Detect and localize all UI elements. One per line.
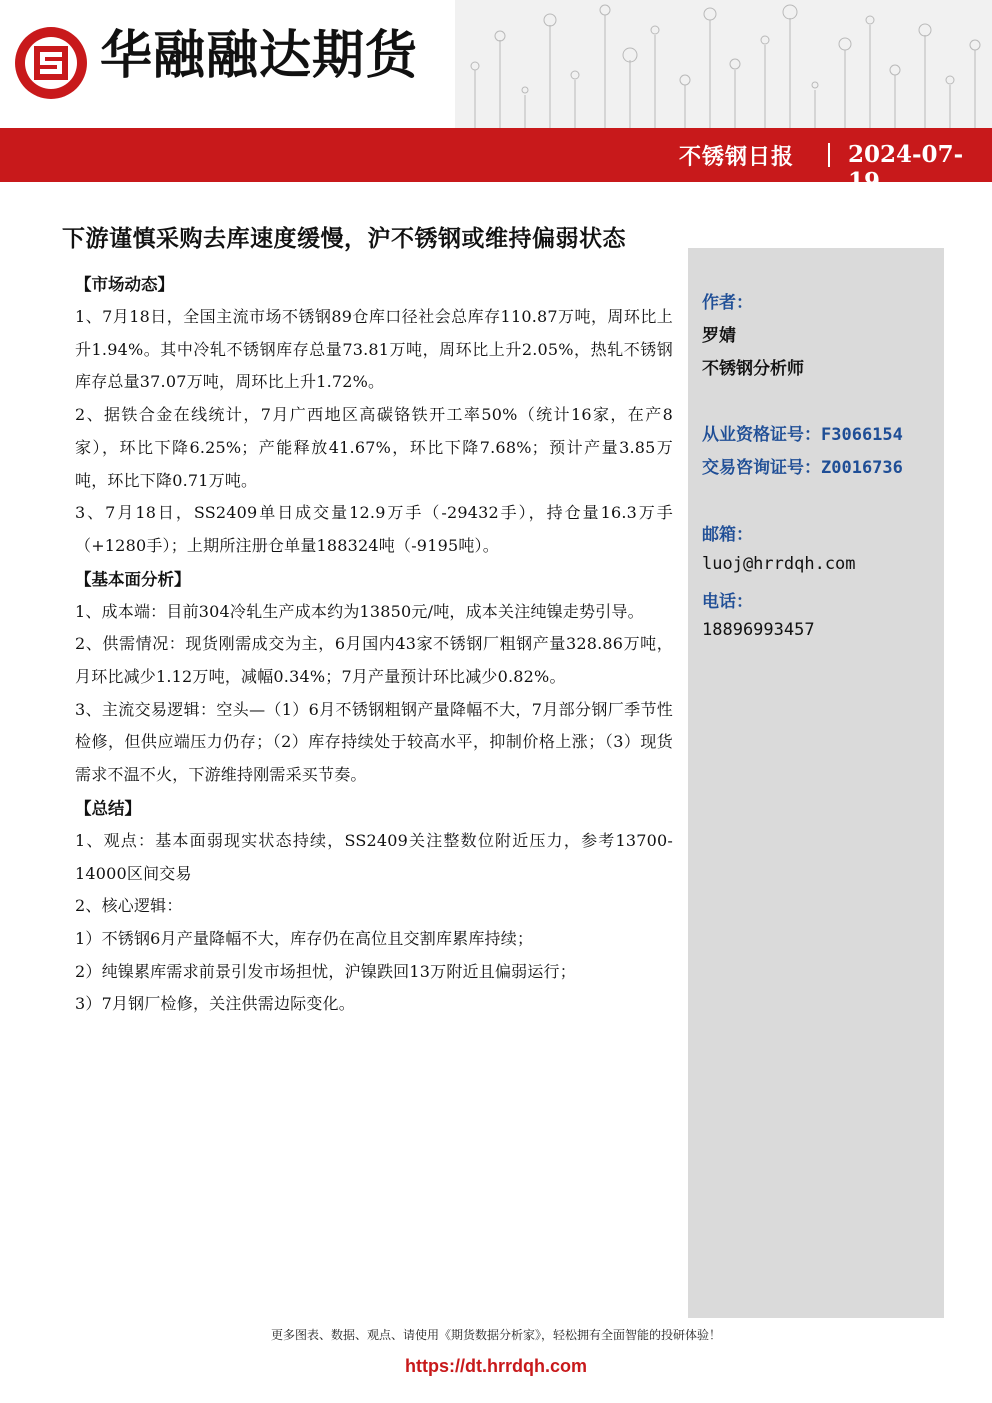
paragraph: 3、7月18日，SS2409单日成交量12.9万手（-29432手），持仓量16.3万手（+1280手）；上期所注册仓单量188324吨（-9195吨）。	[75, 503, 673, 555]
paragraph: 3、主流交易逻辑：空头—（1）6月不锈钢粗钢产量降幅不大，7月部分钢厂季节性检修，但供应端压力仍存；（2）库存持续处于较高水平，抑制价格上涨；（3）现货需求不温不火，下游维持刚需采买节奏。	[75, 699, 673, 785]
section-summary	[75, 792, 673, 1021]
paragraph: 1）不锈钢6月产量降幅不大，库存仍在高位且交割库累库持续；	[75, 928, 534, 948]
report-header	[0, 0, 992, 128]
author-title: 不锈钢分析师	[702, 359, 804, 379]
paragraph: 2、供需情况：现货刚需成交为主，6月国内43家不锈钢厂粗钢产量328.86万吨，月环比减少1.12万吨，减幅0.34%；7月产量预计环比减少0.82%。	[75, 634, 673, 687]
banner-divider	[828, 143, 830, 167]
report-headline: 下游谨慎采购去库速度缓慢，沪不锈钢或维持偏弱状态	[62, 226, 626, 252]
paragraph: 1、7月18日，全国主流市场不锈钢89仓库口径社会总库存110.87万吨，周环比上升1.94%。其中冷轧不锈钢库存总量73.81万吨，周环比上升2.05%，热轧不锈钢库存总量37.07万吨，周环比上升1.72%。	[75, 307, 673, 392]
report-body	[75, 268, 673, 1021]
author-name: 罗婧	[702, 326, 736, 346]
paragraph: 1、成本端：目前304冷轧生产成本约为13850元/吨，成本关注纯镍走势引导。	[75, 601, 644, 621]
license-row	[702, 420, 903, 445]
author-sidebar	[688, 248, 944, 1318]
section-title: 【基本面分析】	[75, 569, 191, 589]
section-market	[75, 268, 673, 563]
paragraph: 3）7月钢厂检修，关注供需边际变化。	[75, 994, 355, 1014]
email-value[interactable]: luoj@hrrdqh.com	[702, 554, 856, 574]
paragraph: 2、据铁合金在线统计，7月广西地区高碳铬铁开工率50%（统计16家，在产8家），环比下降6.25%；产能释放41.67%，环比下降7.68%；预计产量3.85万吨，环比下降0.71万吨。	[75, 405, 673, 490]
license-value: F3066154	[821, 425, 903, 445]
paragraph: 1、观点：基本面弱现实状态持续，SS2409关注整数位附近压力，参考13700-14000区间交易	[75, 830, 673, 883]
consult-label: 交易咨询证号：	[702, 458, 821, 478]
section-fundamentals	[75, 563, 673, 792]
company-logo-icon	[12, 24, 90, 102]
consult-row	[702, 453, 903, 478]
phone-value: 18896993457	[702, 620, 815, 640]
author-label: 作者：	[702, 293, 753, 313]
report-type: 不锈钢日报	[678, 145, 794, 170]
section-title: 【总结】	[75, 798, 141, 818]
section-title: 【市场动态】	[75, 275, 174, 294]
consult-value: Z0016736	[821, 458, 903, 478]
license-label: 从业资格证号：	[702, 425, 821, 445]
footer-link[interactable]: https://dt.hrrdqh.com	[405, 1356, 587, 1376]
email-label: 邮箱：	[702, 525, 753, 545]
phone-label: 电话：	[702, 592, 753, 612]
report-banner	[0, 128, 992, 182]
footer-note: 更多图表、数据、观点、请使用《期货数据分析家》，轻松拥有全面智能的投研体验！	[270, 1328, 721, 1342]
paragraph: 2）纯镍累库需求前景引发市场担忧，沪镍跌回13万附近且偏弱运行；	[75, 961, 576, 981]
paragraph: 2、核心逻辑：	[75, 896, 183, 916]
decorative-pattern	[455, 0, 992, 128]
company-name: 华融融达期货	[100, 26, 419, 86]
report-date: 2024-07-19	[848, 141, 964, 195]
